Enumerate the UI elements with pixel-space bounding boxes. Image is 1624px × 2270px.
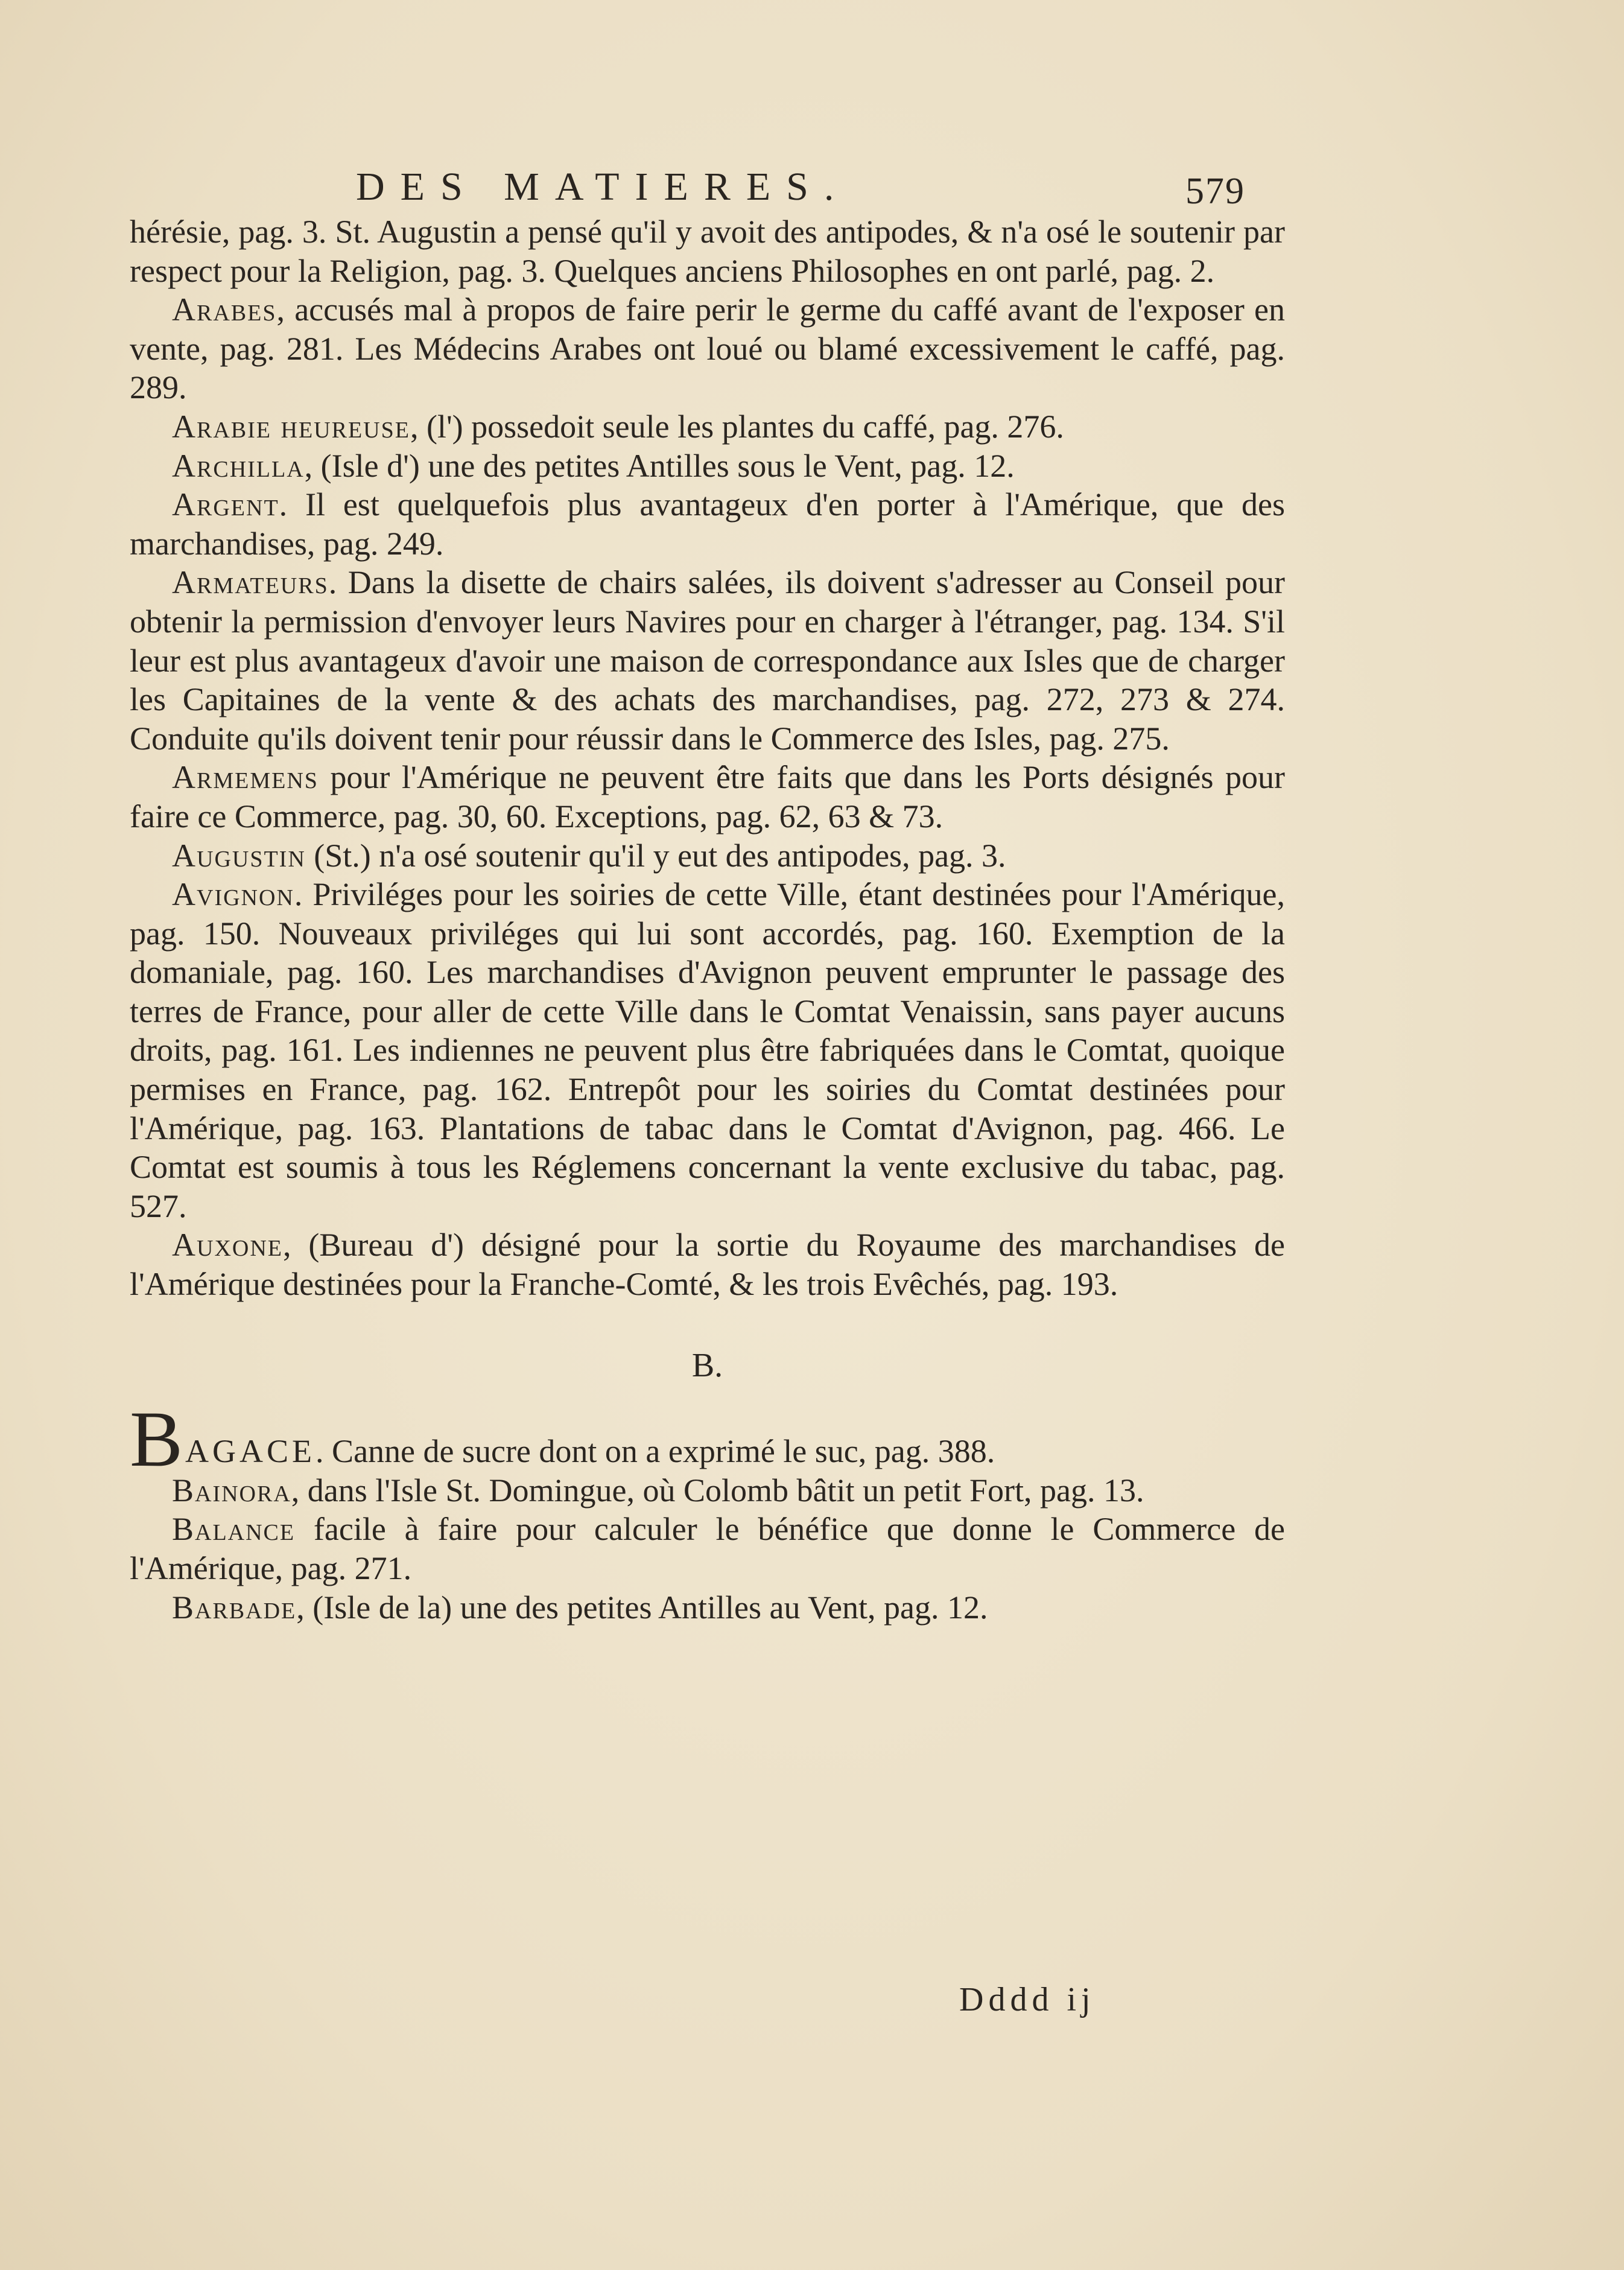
entry-headword: Argent [172,486,279,523]
index-entry [130,407,1285,447]
entry-text: . Dans la disette de chairs salées, ils doivent s'adresser au Conseil pour obtenir la permission d'envoyer leurs Navires pour en charger à l'étranger, pag. 134. S'il leur est plus avantageux d'avoir une maison de correspondance aux Isles que de charger les Capitaines de la vente & des achats des marchandises, pag. 272, 273 & 274. Conduite qu'ils doivent tenir pour réussir dans le Commerce des Isles, pag. 275. [130,564,1285,757]
index-text-block [130,212,1285,1627]
entry-text: , (Isle de la) une des petites Antilles au Vent, pag. 12. [296,1589,988,1626]
index-entry [130,1226,1285,1303]
index-entry [130,1471,1285,1510]
entry-text: (St.) n'a osé soutenir qu'il y eut des antipodes, pag. 3. [305,837,1006,874]
index-entry [130,447,1285,486]
entry-headword: Auxone [172,1227,283,1264]
index-entry [130,212,1285,290]
entry-text: . Priviléges pour les soiries de cette Ville, étant destinées pour l'Amérique, pag. 150. Nouveaux priviléges qui lui sont accordés, pag. 160. Exemption de la domaniale, pag. 160. Les marchandises d'Avignon peuvent emprunter le passage des terres de France, pour aller de cette Ville dans le Comtat Venaissin, sans payer aucuns droits, pag. 161. Les indiennes ne peuvent plus être fabriquées dans le Comtat, quoique permises en France, pag. 162. Entrepôt pour les soiries du Comtat destinées pour l'Amérique, pag. 163. Plantations de tabac dans le Comtat d'Avignon, pag. 466. Le Comtat est soumis à tous les Réglemens concernant la vente exclusive du tabac, pag. 527. [130,876,1285,1224]
index-entry [130,1588,1285,1627]
entry-headword: Archilla [172,447,305,484]
entry-text: , accusés mal à propos de faire perir le germe du caffé avant de l'exposer en vente, pag. 281. Les Médecins Arabes ont loué ou blamé excessivement le caffé, pag. 289. [130,291,1285,406]
entry-headword: Armateurs [172,564,329,601]
index-entry [130,485,1285,563]
running-head: DES MATIERES. [356,165,850,209]
entry-headword: Armemens [172,759,319,796]
index-entry [130,758,1285,836]
entry-text: , (Isle d') une des petites Antilles sous le Vent, pag. 12. [304,447,1015,484]
entry-text: , (Bureau d') désigné pour la sortie du Royaume des marchandises de l'Amérique destinées pour la Franche-Comté, & les trois Evêchés, pag. 193. [130,1227,1285,1303]
index-entry [130,875,1285,1226]
entry-text: pour l'Amérique ne peuvent être faits que dans les Ports désignés pour faire ce Commerce, pag. 30, 60. Exceptions, pag. 62, 63 & 73. [130,759,1285,835]
entry-headword: Barbade [172,1589,297,1626]
entry-text: , (l') possedoit seule les plantes du caffé, pag. 276. [410,408,1064,445]
entry-text: , dans l'Isle St. Domingue, où Colomb bâtit un petit Fort, pag. 13. [291,1472,1144,1509]
index-entry [130,290,1285,407]
entry-headword: Augustin [172,837,306,874]
entry-headword: Arabes [172,291,277,328]
entry-headword: Arabie heureuse [172,408,410,445]
entry-headword: Bainora [172,1472,291,1509]
entry-headword: Avignon [172,876,294,913]
entry-text: facile à faire pour calculer le bénéfice que donne le Commerce de l'Amérique, pag. 271. [130,1511,1285,1586]
index-entry [130,563,1285,758]
entry-headword: Balance [172,1511,296,1548]
entry-text: . Il est quelquefois plus avantageux d'en porter à l'Amérique, que des marchandises, pag. 249. [130,486,1285,562]
index-entry-dropcap [130,1394,1285,1484]
index-entry [130,836,1285,876]
page-number: 579 [1185,171,1245,212]
index-entry [130,1510,1285,1588]
section-letter: B. [691,1346,723,1384]
drop-cap: B [130,1394,183,1484]
entry-text: . Canne de sucre dont on a exprimé le suc, pag. 388. [316,1433,995,1470]
signature-mark: Dddd ij [959,1981,1096,2018]
entry-headword: AGACE [185,1433,316,1470]
entry-text: hérésie, pag. 3. St. Augustin a pensé qu'il y avoit des antipodes, & n'a osé le soutenir par respect pour la Religion, pag. 3. Quelques anciens Philosophes en ont parlé, pag. 2. [130,214,1285,289]
